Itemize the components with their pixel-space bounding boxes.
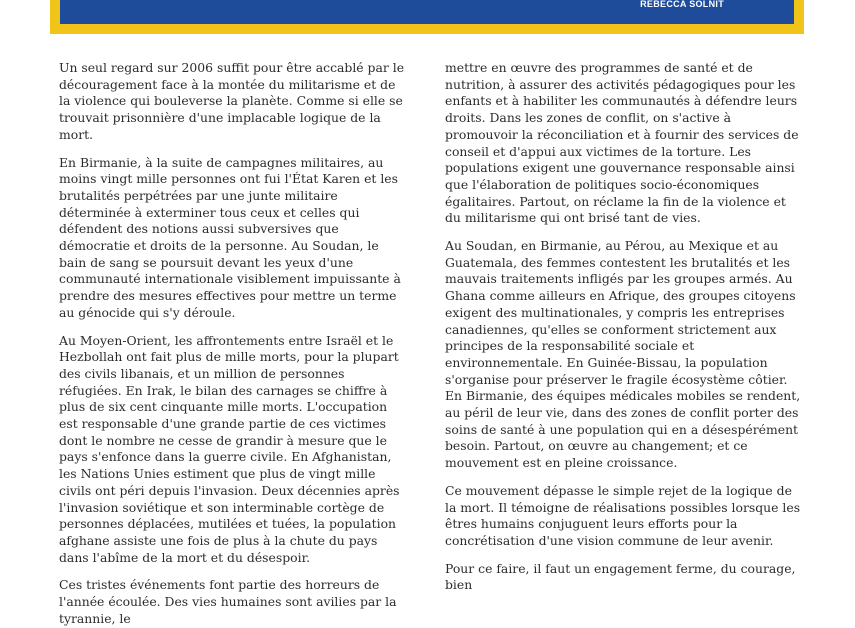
paragraph: Au Moyen-Orient, les affrontements entre Israël et le Hezbollah ont fait plus de mille morts, pour la plupart des civils libanais, et un million de personnes réfugiées. En Irak, le bilan des carnages se chiffre à plus de six cent cinquante mille morts. L'occupation est responsable d'une grande partie de ces victimes dont le nombre ne cesse de grandir à mesure que le pays s'enfonce dans la guerre civile. En Afghanistan, les Nations Unies estiment que plus de vingt mille civils ont péri depuis l'invasion. Deux décennies après l'invasion soviétique et son interminable cortège de personnes déplacées, mutilées et tuées, la population afghane assiste une fois de plus à la chute du pays dans l'abîme de la mort et du désespoir.: [59, 332, 400, 565]
paragraph: Pour ce faire, il faut un engagement ferme, du courage, bien: [445, 560, 796, 593]
author-name: REBECCA SOLNIT: [640, 0, 724, 9]
header-banner: [50, 0, 804, 34]
right-column: [445, 60, 803, 593]
paragraph: Ce mouvement dépasse le simple rejet de la logique de la mort. Il témoigne de réalisations possibles lorsque les êtres humains conjuguent leurs efforts pour la concrétisation d'une vision commune de leur avenir.: [445, 482, 801, 548]
paragraph: Ces tristes événements font partie des horreurs de l'année écoulée. Des vies humaines sont avilies par la tyrannie, le: [59, 577, 397, 626]
paragraph: En Birmanie, à la suite de campagnes militaires, au moins vingt mille personnes ont fui l'État Karen et les brutalités perpétrées par une junte militaire déterminée à exterminer tous ceux et celles qui défendent des notions aussi subversives que démocratie et droits de la personne. Au Soudan, le bain de sang se poursuit devant les yeux d'une communauté internationale visiblement impuissante à prendre des mesures effectives pour mettre un terme au génocide qui s'y déroule.: [59, 154, 401, 320]
paragraph: Au Soudan, en Birmanie, au Pérou, au Mexique et au Guatemala, des femmes contestent les brutalités et les mauvais traitements infligés par les groupes armés. Au Ghana comme ailleurs en Afrique, des groupes citoyens exigent des multinationales, y compris les entreprises canadiennes, qu'elles se conforment strictement aux principes de la responsabilité sociale et environnementale. En Guinée-Bissau, la population s'organise pour préserver le fragile écosystème côtier. En Birmanie, des équipes médicales mobiles se rendent, au péril de leur vie, dans des zones de conflit porter des soins de santé à une population qui en a désespérément besoin. Partout, on œuvre au changement; et ce mouvement est en pleine croissance.: [445, 238, 801, 471]
left-column: [59, 60, 405, 626]
paragraph: Un seul regard sur 2006 suffit pour être accablé par le découragement face à la montée du militarisme et de la violence qui bouleverse la planète. Comme si elle se trouvait prisonnière d'une implacable logique de la mort.: [59, 60, 405, 142]
paragraph: mettre en œuvre des programmes de santé et de nutrition, à assurer des activités pédagogiques pour les enfants et à habiliter les communautés à défendre leurs droits. Dans les zones de conflit, on s'active à promouvoir la réconciliation et à fournir des services de conseil et d'appui aux victimes de la torture. Les populations exigent une gouvernance responsable ainsi que l'élaboration de politiques socio-économiques égalitaires. Partout, on réclame la fin de la violence et du militarisme qui ont brisé tant de vies.: [445, 60, 799, 226]
header-bar: [60, 0, 794, 24]
